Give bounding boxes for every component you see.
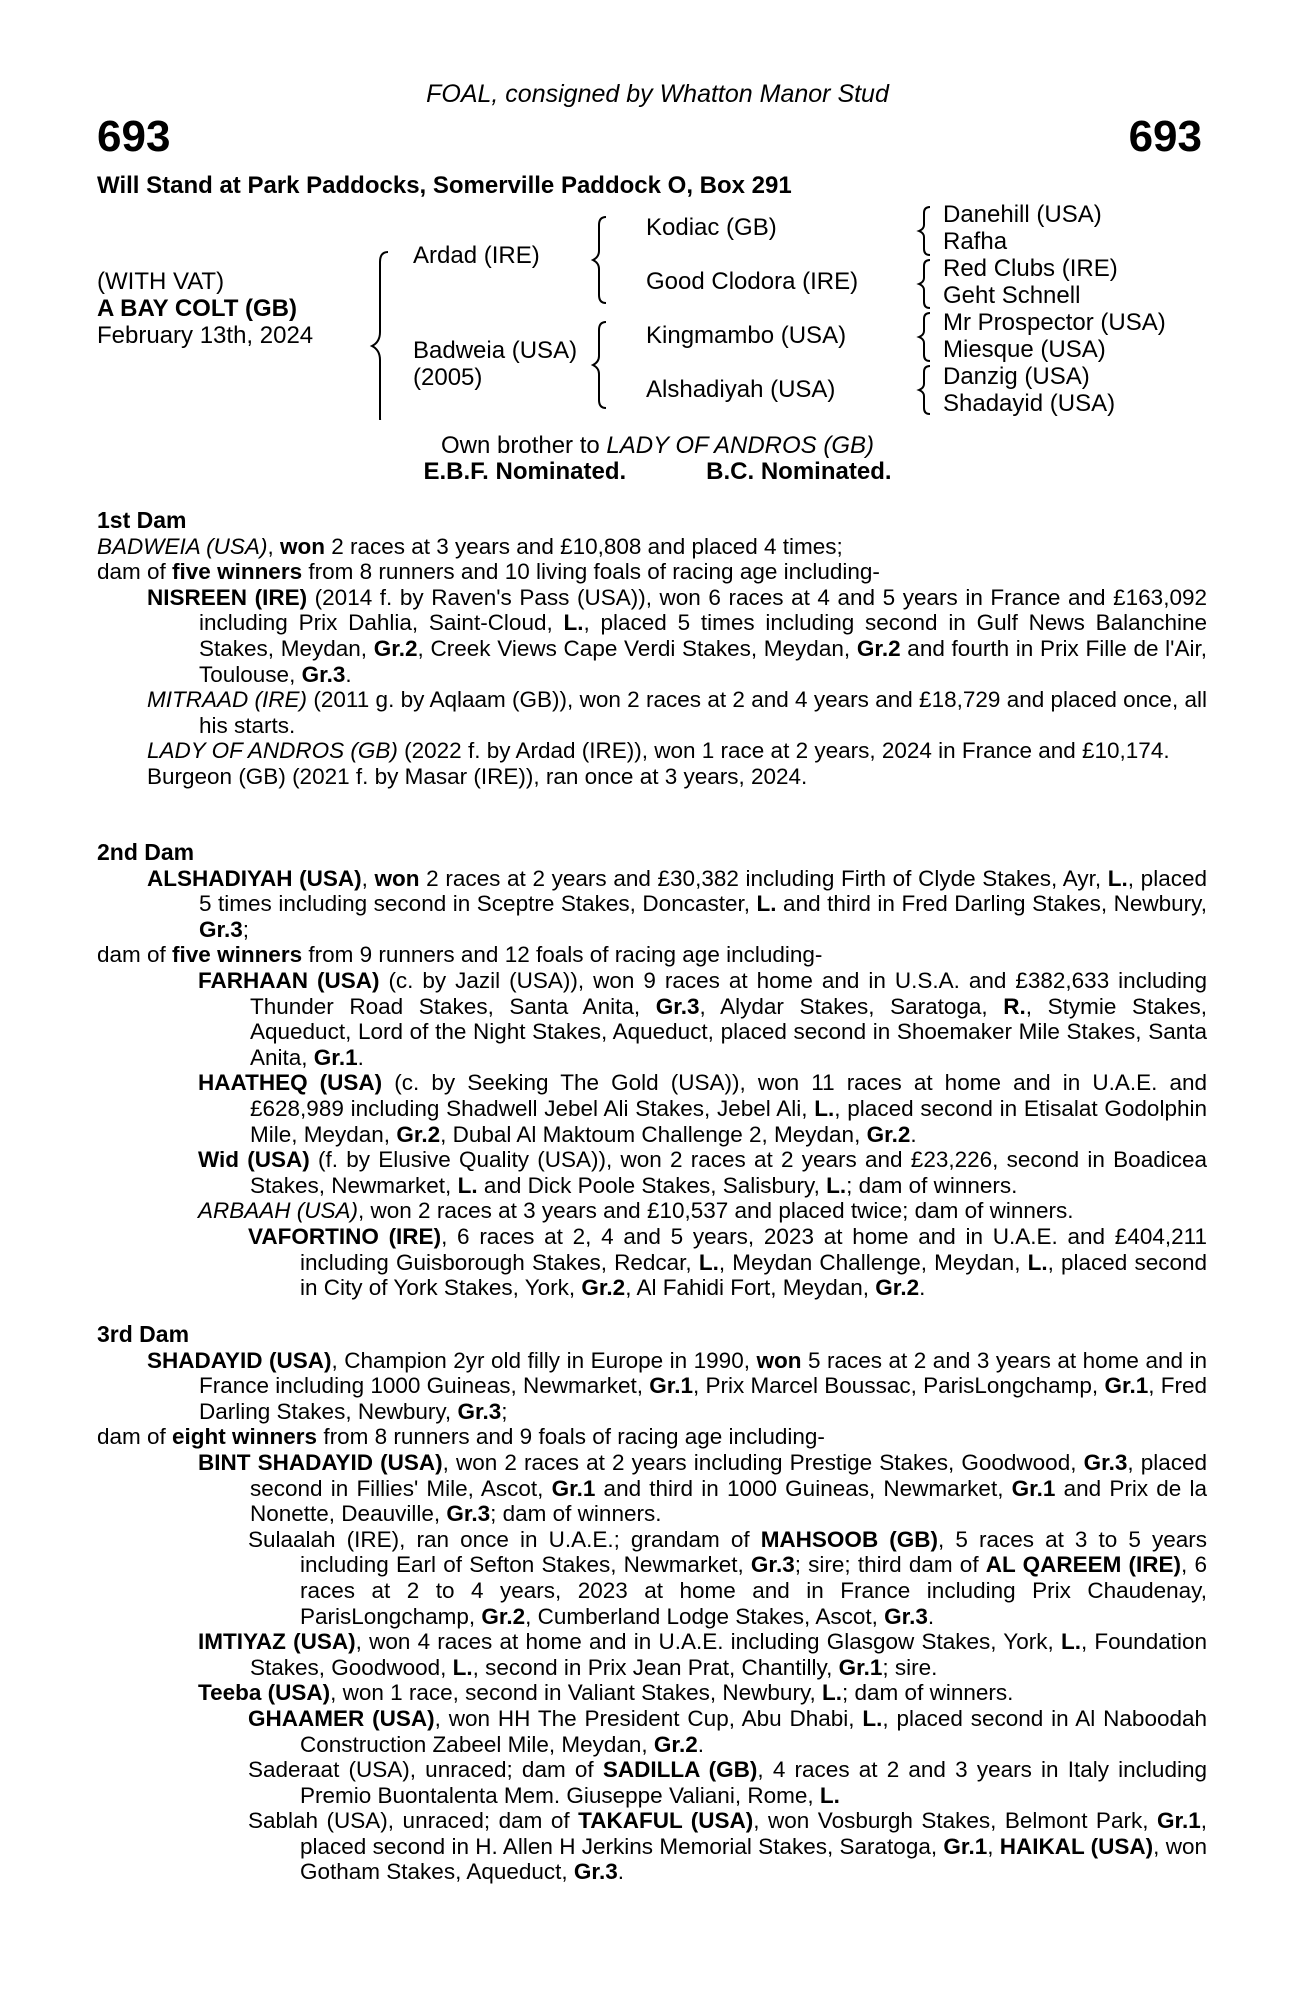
text-run: , [267, 533, 280, 559]
bold-text: Gr.1 [1011, 1475, 1056, 1501]
bold-text: won [756, 1347, 802, 1373]
gen3-sdd: Geht Schnell [943, 282, 1081, 309]
text-run: 5 races at 2 and 3 years at home and in France including 1000 Guineas, Newmarket, [199, 1347, 1208, 1399]
text-run: (c. by Seeking The Gold (USA)), won 11 races at home and in U.A.E. and £628,989 including Shadwell Jebel Ali Stakes, Jebel Ali, [250, 1070, 1207, 1121]
section-lines [97, 866, 1207, 1301]
text-run: ; dam of winners. [842, 1680, 1014, 1706]
text-run: , Meydan Challenge, Meydan, [718, 1249, 1028, 1275]
text-run: , won HH The President Cup, Abu Dhabi, [434, 1705, 863, 1731]
progeny-entry [97, 1224, 1207, 1301]
text-run: Saderaat (USA), unraced; dam of [248, 1757, 603, 1783]
gen3-sds: Red Clubs (IRE) [943, 255, 1118, 282]
progeny-entry [97, 1629, 1207, 1680]
bold-text: HAIKAL (USA) [999, 1833, 1154, 1859]
text-run: , won Gotham Stakes, Aqueduct, [300, 1833, 1208, 1885]
bold-text: Gr.2 [481, 1603, 526, 1629]
bold-text: Gr.2 [653, 1731, 698, 1757]
lot-number-left: 693 [97, 112, 171, 161]
text-run: from 9 runners and 12 foals of racing age including- [302, 942, 823, 968]
bold-text: Gr.3 [750, 1552, 795, 1578]
bold-text: L. [814, 1095, 835, 1121]
text-run: and third in Fred Darling Stakes, Newbury, [776, 891, 1207, 917]
text-run: . [617, 1859, 624, 1885]
text-run: , Stymie Stakes, Aqueduct, Lord of the Night Stakes, Aqueduct, placed second in Shoemaker Mile Stakes, Santa Anita, [250, 993, 1208, 1070]
text-run: from 8 runners and 9 foals of racing age including- [317, 1424, 825, 1450]
progeny-entry [97, 1450, 1207, 1527]
text-run: . [345, 661, 352, 687]
section-lines [97, 534, 1207, 790]
bc-nomination: B.C. Nominated. [706, 458, 892, 485]
horse-name: A BAY COLT (GB) [97, 295, 298, 322]
bold-text: Gr.1 [943, 1833, 988, 1859]
own-brother-note [0, 432, 1315, 460]
brace-main [372, 252, 388, 420]
bold-text: ALSHADIYAH (USA) [147, 865, 362, 891]
dam-sire: Kingmambo (USA) [646, 322, 847, 349]
italic-text: MITRAAD (IRE) [147, 687, 308, 713]
text-run: , 6 races at 2 to 4 years, 2023 at home and in France including Prix Chaudenay, ParisLongchamp, [300, 1552, 1207, 1629]
sire-sire: Kodiac (GB) [646, 214, 777, 241]
progeny-entry [97, 764, 1207, 790]
bold-text: Gr.1 [551, 1475, 596, 1501]
progeny-entry [97, 968, 1207, 1070]
text-run: , placed second in Etisalat Godolphin Mile, Meydan, [250, 1095, 1207, 1147]
bold-text: FARHAAN (USA) [198, 967, 380, 993]
text-run: , placed second in Al Naboodah Construction Zabeel Mile, Meydan, [300, 1705, 1208, 1757]
ebf-nomination: E.B.F. Nominated. [423, 458, 627, 485]
bold-text: Gr.3 [301, 661, 346, 687]
text-run: (f. by Elusive Quality (USA)), won 2 races at 2 years and £23,226, second in Boadicea Stakes, Newmarket, [250, 1147, 1207, 1198]
bold-text: L. [457, 1172, 478, 1198]
bold-text: AL QAREEM (IRE) [985, 1552, 1182, 1578]
italic-text: ARBAAH (USA) [198, 1198, 359, 1224]
bold-text: VAFORTINO (IRE) [248, 1223, 442, 1249]
bold-text: L. [862, 1705, 883, 1731]
text-run: and Dick Poole Stakes, Salisbury, [477, 1172, 827, 1198]
own-brother-name: LADY OF ANDROS (GB) [606, 432, 875, 459]
section-title: 2nd Dam [97, 839, 195, 865]
text-run: , second in Prix Jean Prat, Chantilly, [472, 1654, 839, 1680]
section-title: 3rd Dam [97, 1321, 190, 1347]
progeny-entry [97, 738, 1207, 764]
bold-text: Gr.3 [446, 1501, 491, 1527]
text-run: and Prix de la Nonette, Deauville, [250, 1475, 1207, 1527]
text-run: . [697, 1731, 704, 1757]
bold-text: R. [1003, 993, 1026, 1019]
foaling-date: February 13th, 2024 [97, 322, 314, 349]
text-run: , [361, 865, 375, 891]
progeny-entry [97, 866, 1207, 943]
gen3-sss: Danehill (USA) [943, 201, 1102, 228]
text-run: dam of [97, 942, 173, 968]
gen3-ssd: Rafha [943, 228, 1008, 255]
text-run: , Alydar Stakes, Saratoga, [699, 993, 1004, 1019]
bold-text: Gr.3 [1083, 1449, 1128, 1475]
consignor-line: FOAL, consigned by Whatton Manor Stud [426, 80, 889, 108]
progeny-entry [97, 559, 1207, 585]
gen3-dsd: Miesque (USA) [943, 336, 1106, 363]
brace-ss [919, 207, 930, 255]
progeny-entry [97, 1757, 1207, 1808]
progeny-entry [97, 1147, 1207, 1198]
own-brother-prefix: Own brother to [440, 432, 607, 459]
section-3rd-dam [97, 1322, 1207, 1885]
text-run: ; dam of winners. [490, 1501, 662, 1527]
text-run: . [910, 1121, 917, 1147]
lot-number-right: 693 [1128, 112, 1202, 161]
progeny-entry [97, 1527, 1207, 1629]
bold-text: Gr.3 [199, 916, 243, 942]
bold-text: L. [452, 1654, 473, 1680]
dam-year: (2005) [413, 364, 483, 391]
text-run: Sablah (USA), unraced; dam of [248, 1808, 579, 1834]
progeny-entry [97, 1198, 1207, 1224]
text-run: ; sire. [882, 1654, 938, 1680]
dam-dam: Alshadiyah (USA) [646, 376, 836, 403]
bold-text: MAHSOOB (GB) [760, 1526, 939, 1552]
bold-text: SADILLA (GB) [602, 1757, 758, 1783]
brace-sire [593, 217, 606, 303]
sire-dam: Good Clodora (IRE) [646, 268, 859, 295]
italic-text: BADWEIA (USA) [97, 533, 268, 559]
text-run: and third in 1000 Guineas, Newmarket, [595, 1475, 1012, 1501]
text-run: , Champion 2yr old filly in Europe in 1990, [331, 1347, 757, 1373]
bold-text: SHADAYID (USA) [147, 1347, 332, 1373]
text-run: , won 2 races at 2 years including Prestige Stakes, Goodwood, [442, 1449, 1084, 1475]
italic-text: LADY OF ANDROS (GB) [147, 738, 398, 764]
bold-text: Teeba (USA) [198, 1680, 331, 1706]
gen3-ddd: Shadayid (USA) [943, 390, 1116, 417]
bold-text: Gr.2 [875, 1275, 920, 1301]
text-run: ; sire; third dam of [794, 1552, 986, 1578]
progeny-entry [97, 1680, 1207, 1706]
section-1st-dam [97, 508, 1207, 790]
text-run: , placed 5 times including second in Sceptre Stakes, Doncaster, [199, 865, 1207, 917]
text-run: , placed 5 times including second in Gulf News Balanchine Stakes, Meydan, [199, 610, 1207, 661]
bold-text: HAATHEQ (USA) [198, 1070, 383, 1096]
text-run: , 4 races at 2 and 3 years in Italy including Premio Buontalenta Mem. Giuseppe Valiani, Rome, [300, 1757, 1207, 1808]
text-run: , placed second in H. Allen H Jerkins Memorial Stakes, Saratoga, [300, 1808, 1207, 1859]
text-run: , Fred Darling Stakes, Newbury, [199, 1373, 1207, 1424]
text-run: , Cumberland Lodge Stakes, Ascot, [525, 1603, 885, 1629]
brace-ds [919, 313, 930, 361]
bold-text: L. [698, 1249, 719, 1275]
text-run: (2011 g. by Aqlaam (GB)), won 2 races at 2 and 4 years and £18,729 and placed once, all his starts. [199, 687, 1208, 738]
bold-text: won [279, 533, 325, 559]
bold-text: Gr.2 [866, 1121, 911, 1147]
text-run: ; dam of winners. [846, 1172, 1018, 1198]
bold-text: IMTIYAZ (USA) [198, 1629, 356, 1655]
text-run: ; [501, 1398, 508, 1424]
brace-dam [593, 322, 606, 408]
gen3-dds: Danzig (USA) [943, 363, 1090, 390]
bold-text: GHAAMER (USA) [248, 1705, 435, 1731]
progeny-entry [97, 1424, 1207, 1450]
bold-text: L. [1060, 1629, 1081, 1655]
progeny-entry [97, 1706, 1207, 1757]
text-run: , [987, 1833, 1000, 1859]
text-run: . [927, 1603, 935, 1629]
vat-label: (WITH VAT) [97, 268, 225, 295]
text-run: , placed second in City of York Stakes, York, [300, 1249, 1207, 1301]
bold-text: NISREEN (IRE) [147, 584, 308, 610]
text-run: , won 1 race, second in Valiant Stakes, Newbury, [330, 1680, 823, 1706]
bold-text: eight winners [172, 1424, 318, 1450]
text-run: , Al Fahidi Fort, Meydan, [625, 1275, 876, 1301]
sire-name: Ardad (IRE) [413, 242, 540, 269]
pedigree-braces [0, 0, 1315, 420]
bold-text: Gr.1 [838, 1654, 883, 1680]
bold-text: Gr.1 [1156, 1808, 1201, 1834]
text-run: . [919, 1275, 926, 1301]
bold-text: L. [819, 1782, 840, 1808]
bold-text: Gr.1 [313, 1044, 358, 1070]
text-run: (2014 f. by Raven's Pass (USA)), won 6 races at 4 and 5 years in France and £163,092 including Prix Dahlia, Saint-Cloud, [199, 584, 1207, 636]
text-run: , won 4 races at home and in U.A.E. including Glasgow Stakes, York, [355, 1629, 1061, 1655]
text-run: , 5 races at 3 to 5 years including Earl of Sefton Stakes, Newmarket, [300, 1526, 1207, 1578]
text-run: , placed second in Fillies' Mile, Ascot, [250, 1449, 1208, 1501]
text-run: Burgeon (GB) (2021 f. by Masar (IRE)), ran once at 3 years, 2024. [147, 763, 808, 789]
bold-text: L. [1027, 1249, 1048, 1275]
text-run: (c. by Jazil (USA)), won 9 races at home and in U.S.A. and £382,633 including Thunder Road Stakes, Santa Anita, [250, 967, 1207, 1019]
text-run: , Creek Views Cape Verdi Stakes, Meydan, [417, 635, 857, 661]
text-run: , Foundation Stakes, Goodwood, [250, 1629, 1208, 1680]
text-run: , won 2 races at 3 years and £10,537 and placed twice; dam of winners. [358, 1198, 1074, 1224]
bold-text: won [374, 865, 420, 891]
text-run: , Prix Marcel Boussac, ParisLongchamp, [693, 1373, 1105, 1399]
text-run: ; [242, 916, 250, 942]
bold-text: Gr.3 [655, 993, 700, 1019]
bold-text: Gr.3 [884, 1603, 928, 1629]
bold-text: TAKAFUL (USA) [578, 1808, 754, 1834]
bold-text: five winners [172, 942, 303, 968]
text-run: , won Vosburgh Stakes, Belmont Park, [753, 1808, 1157, 1834]
progeny-entry [97, 534, 1207, 560]
bold-text: L. [822, 1680, 843, 1706]
brace-dd [919, 366, 930, 414]
bold-text: Gr.2 [396, 1121, 441, 1147]
section-title: 1st Dam [97, 507, 187, 533]
brace-sd [919, 260, 930, 308]
bold-text: L. [1107, 865, 1128, 891]
text-run: 2 races at 3 years and £10,808 and placed 4 times; [324, 533, 843, 559]
progeny-entry [97, 942, 1207, 968]
progeny-entry [97, 1808, 1207, 1885]
progeny-entry [97, 585, 1207, 687]
progeny-entry [97, 1348, 1207, 1425]
text-run: (2022 f. by Ardad (IRE)), won 1 race at 2 years, 2024 in France and £10,174. [397, 738, 1170, 764]
text-run: . [357, 1044, 364, 1070]
bold-text: Gr.2 [373, 635, 418, 661]
bold-text: BINT SHADAYID (USA) [198, 1449, 443, 1475]
bold-text: L. [756, 891, 777, 917]
text-run: , 6 races at 2, 4 and 5 years, 2023 at home and in U.A.E. and £404,211 including Guisborough Stakes, Redcar, [300, 1223, 1207, 1275]
text-run: dam of [97, 559, 173, 585]
progeny-entry [97, 687, 1207, 738]
bold-text: Wid (USA) [198, 1147, 310, 1173]
bold-text: Gr.1 [649, 1373, 694, 1399]
bold-text: Gr.2 [856, 635, 901, 661]
progeny-entry [97, 1070, 1207, 1147]
text-run: from 8 runners and 10 living foals of racing age including- [302, 559, 880, 585]
section-2nd-dam [97, 840, 1207, 1301]
text-run: , Dubal Al Maktoum Challenge 2, Meydan, [440, 1121, 867, 1147]
text-run: 2 races at 2 years and £30,382 including Firth of Clyde Stakes, Ayr, [419, 865, 1108, 891]
bold-text: five winners [172, 559, 303, 585]
bold-text: L. [826, 1172, 847, 1198]
bold-text: Gr.2 [581, 1275, 626, 1301]
bold-text: Gr.3 [457, 1398, 502, 1424]
text-run: Sulaalah (IRE), ran once in U.A.E.; grandam of [248, 1526, 761, 1552]
bold-text: Gr.1 [1104, 1373, 1149, 1399]
text-run: and fourth in Prix Fille de l'Air, Toulouse, [199, 635, 1207, 687]
bold-text: Gr.3 [573, 1859, 618, 1885]
dam-name: Badweia (USA) [413, 337, 578, 364]
nominations [0, 458, 1315, 486]
gen3-dss: Mr Prospector (USA) [943, 309, 1166, 336]
stand-location: Will Stand at Park Paddocks, Somerville Paddock O, Box 291 [97, 172, 792, 199]
section-lines [97, 1348, 1207, 1885]
text-run: dam of [97, 1424, 173, 1450]
bold-text: L. [563, 610, 584, 636]
